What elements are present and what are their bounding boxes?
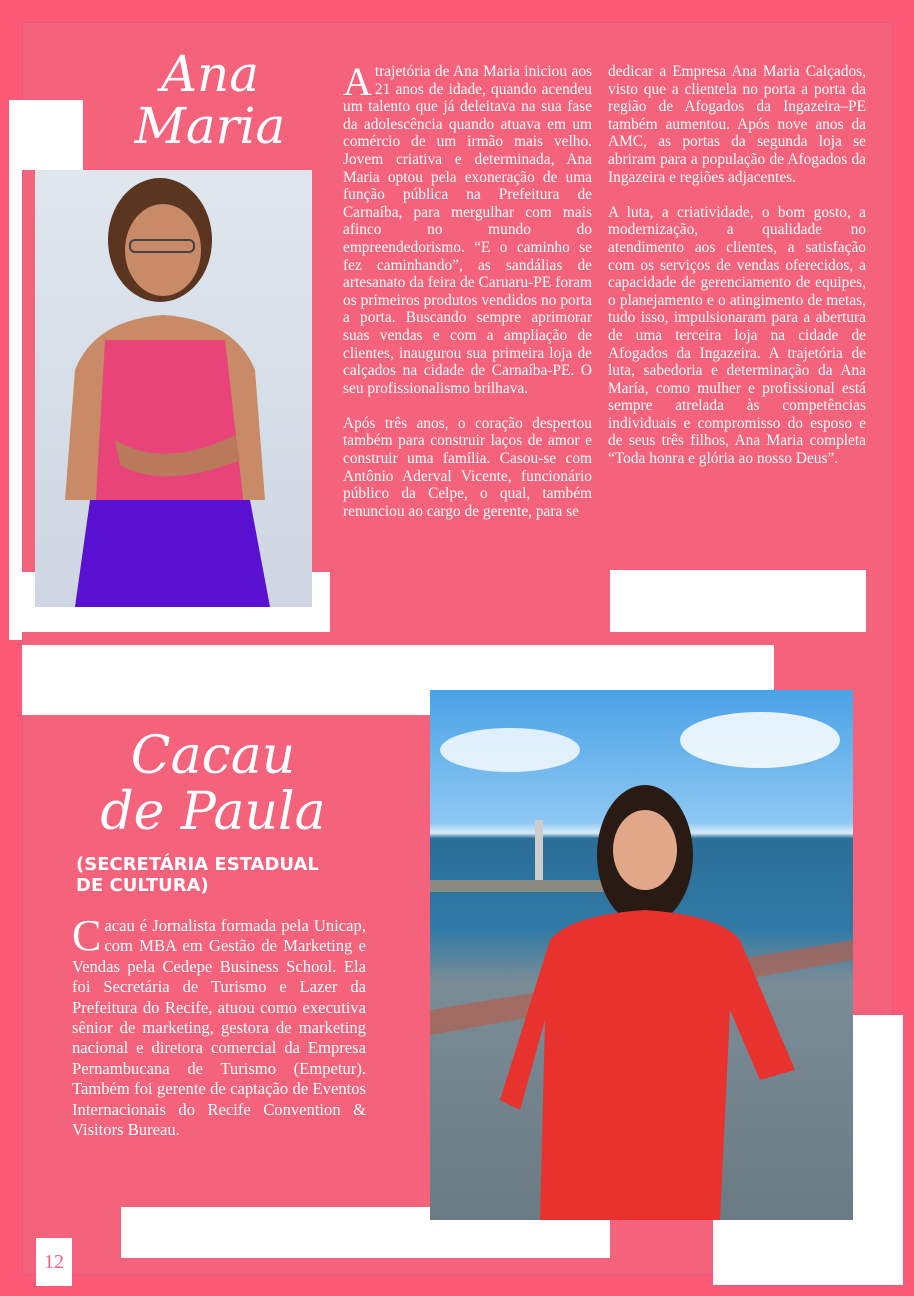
drop-cap: C: [72, 911, 102, 960]
article1-title: [120, 45, 300, 155]
title-line: Cacau: [130, 726, 296, 786]
article2-subtitle: [76, 854, 319, 896]
deco-block: [9, 100, 22, 640]
drop-cap: A: [343, 59, 372, 104]
title-line: de Paula: [100, 782, 326, 842]
portrait-image: [430, 690, 853, 1220]
paragraph: Após três anos, o coração despertou também para construir laços de amor e construir uma família. Casou-se com Antônio Aderval Vicente, funcionário público da Celpe, o qual, também renunciou ao cargo de gerente, para se: [343, 414, 592, 520]
title-line: Ana: [160, 45, 260, 103]
article1-column-1: [343, 59, 592, 538]
article1-column-2: [608, 63, 866, 485]
ana-maria-photo: [35, 170, 312, 607]
subtitle-line: (SECRETÁRIA ESTADUAL: [76, 854, 319, 875]
paragraph: acau é Jornalista formada pela Unicap, com MBA em Gestão de Marketing e Vendas pela Cedepe Business School. Ela foi Secretária de Turismo e Lazer da Prefeitura do Recife, atuou como executiva sênior de marketing, gestora de marketing nacional e diretora comercial da Empresa Pernambucana de Turismo (Empetur). Também foi gerente de captação de Eventos Internacionais do Recife Convention & Visitors Bureau.: [72, 916, 366, 1140]
paragraph: A luta, a criatividade, o bom gosto, a modernização, a qualidade no atendimento aos clientes, a satisfação com os serviços de vendas oferecidos, a capacidade de gerenciamento de equipes, o planejamento e o atingimento de metas, tudo isso, impulsionaram para a abertura de uma terceira loja na cidade de Afogados da Ingazeira. A trajetória de luta, sabedoria e determinação da Ana María, como mulher e profissional está sempre atrelada às competências individuais e compromisso do esposo e de seus três filhos, Ana Maria completa “Toda honra e glória ao nosso Deus”.: [608, 203, 866, 468]
deco-block: [610, 570, 866, 632]
title-line: Maria: [134, 97, 286, 155]
portrait-image: [35, 170, 312, 607]
paragraph: dedicar a Empresa Ana Maria Calçados, visto que a clientela no porta a porta da região de Afogados da Ingazeira–PE também aumentou. Após nove anos da AMC, as portas da segunda loja se abriram para a população de Afogados da Ingazeira e regiões adjacentes.: [608, 63, 866, 186]
page-number: 12: [36, 1238, 72, 1286]
cacau-de-paula-photo: [430, 690, 853, 1220]
article2-body: [72, 911, 366, 1140]
subtitle-line: DE CULTURA): [76, 875, 209, 896]
article2-title: [78, 728, 348, 840]
paragraph: trajetória de Ana Maria iniciou aos 21 anos de idade, quando acendeu um talento que já deleitava na sua fase da adolescência quando atuava em um comércio de um irmão mais velho. Jovem criativa e determinada, Ana Maria optou pela exoneração de uma função pública na Prefeitura de Carnaíba, para mergulhar com mais afinco no mundo do empreendedorismo. “E o caminho se fez caminhando”, as sandálias de artesanato da feira de Caruaru-PE foram os primeiros produtos vendidos no porta a porta. Buscando sempre aprimorar suas vendas e com a ampliação de clientes, inaugurou sua primeira loja de calçados na cidade de Carnaíba-PE. O seu profissionalismo brilhava.: [343, 63, 592, 397]
